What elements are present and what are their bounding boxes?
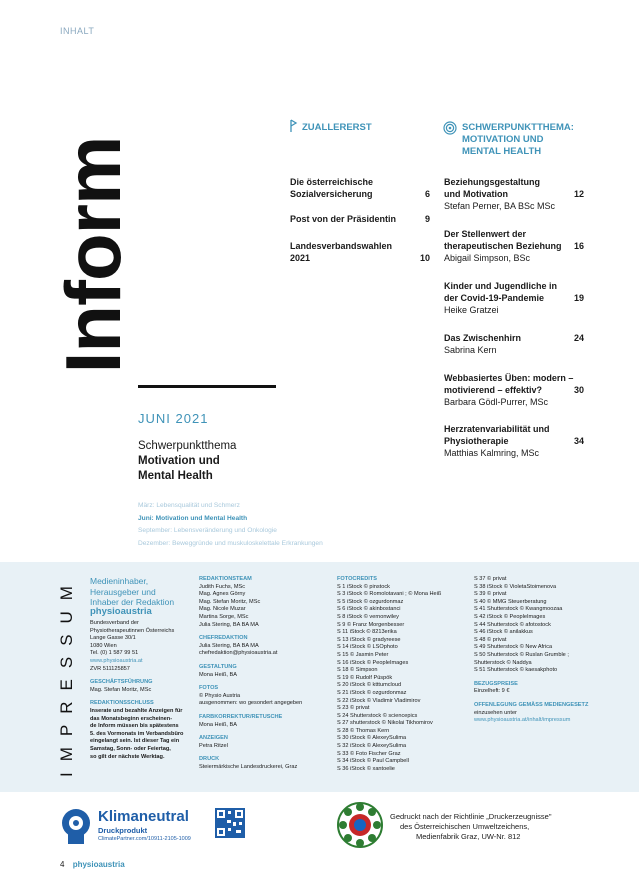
toc-item-author: Matthias Kalmring, MSc xyxy=(444,448,540,458)
print-name: Steiermärkische Landesdruckerei, Graz xyxy=(199,763,298,770)
credit-line: S 37 © privat xyxy=(474,576,507,582)
toc-item[interactable] xyxy=(444,332,584,356)
toc-item[interactable] xyxy=(290,240,430,264)
toc-page-number: 10 xyxy=(419,253,430,263)
credit-line: S 33 © Foto Fischer Graz xyxy=(337,750,401,757)
toc-item-title-line: therapeutischen Beziehung xyxy=(444,241,562,251)
credit-line: S 3 iStock © Romolotavani ; © Mona Heiß xyxy=(337,591,442,598)
credit-line: S 9 © Franz Morgenbesser xyxy=(337,621,405,628)
proof-name: Mona Heiß, BA xyxy=(199,721,237,728)
toc-item-title-line: Kinder und Jugendliche in xyxy=(444,281,558,291)
chief-email[interactable]: chefredaktion@physioaustria.at xyxy=(199,650,278,657)
toc-item-title-line: 2021 xyxy=(290,253,311,263)
credit-line: S 19 © Rudolf Püspök xyxy=(337,674,393,681)
focus-title-line2: Mental Health xyxy=(138,470,213,482)
credit-line: S 18 © Simpson xyxy=(337,667,378,674)
credit-line: S 8 iStock © vernonwiley xyxy=(337,613,399,620)
credit-line: S 11 iStock © 8213erika xyxy=(337,629,397,636)
credit-line: S 42 iStock © PeopleImages xyxy=(474,613,546,620)
publisher-line: Inhaber der Redaktion xyxy=(90,597,175,607)
toc-item-author: Heike Gratzei xyxy=(444,305,499,315)
flag-icon xyxy=(290,119,298,133)
credit-line: S 14 iStock © LSOphoto xyxy=(337,644,398,651)
deadline-heading: REDAKTIONSSCHLUSS xyxy=(90,700,154,707)
address-line: ZVR 511125857 xyxy=(90,665,130,672)
photo-heading: FOTOS xyxy=(199,685,219,692)
deadline-line: eingelangt sein. Ist dieser Tag ein xyxy=(90,738,180,745)
publisher-line: Medieninhaber, xyxy=(90,576,149,586)
deadline-line: so gilt der nächste Werktag. xyxy=(90,753,165,760)
impressum-team-col xyxy=(199,576,329,771)
eco-line: Gedruckt nach der Richtlinie „Druckerzeugnisse" xyxy=(390,812,552,821)
credit-line: S 32 iStock © AlexeySulima xyxy=(337,743,407,750)
credit-line: S 23 © privat xyxy=(337,705,370,712)
toc-item-author: Abigail Simpson, BSc xyxy=(444,253,531,263)
address-line: Tel. (0) 1 587 99 51 xyxy=(90,650,139,657)
toc-page-number: 12 xyxy=(573,189,584,199)
disclosure-heading: OFFENLEGUNG GEMÄSS MEDIENGESETZ xyxy=(474,701,589,708)
address-line: Physiotherapeutinnen Österreichs xyxy=(90,627,175,634)
yearly-themes xyxy=(138,500,323,550)
credit-line: S 28 © Thomas Kern xyxy=(337,727,390,734)
page-number: 4 xyxy=(60,860,65,869)
toc-right-heading-line: MOTIVATION UND xyxy=(462,134,544,145)
address-line: Lange Gasse 30/1 xyxy=(90,635,136,642)
toc-item[interactable] xyxy=(290,213,430,225)
issue-date: JUNI 2021 xyxy=(138,411,209,426)
theme-march: März: Lebensqualität und Schmerz xyxy=(138,502,240,509)
masthead-title-wrap xyxy=(38,120,148,390)
toc-item-author: Barbara Gödl-Purrer, MSc xyxy=(444,397,549,407)
deadline-line: 5. des Vormonats im Verbandsbüro xyxy=(90,730,184,737)
credit-line: S 39 © privat xyxy=(474,591,507,598)
proof-heading: FARBKORREKTUR/RETUSCHE xyxy=(199,713,283,720)
credit-line: S 16 iStock © PeopleImages xyxy=(337,659,409,666)
eco-label-text xyxy=(390,812,551,842)
photo-line: ausgenommen: wo gesondert angegeben xyxy=(199,700,303,707)
gf-heading: GESCHÄFTSFÜHRUNG xyxy=(90,679,153,686)
toc-item-title-line: Post von der Präsidentin xyxy=(290,214,397,224)
credit-line: S 30 iStock © AlexeySulima xyxy=(337,735,407,742)
spiral-icon xyxy=(443,121,457,135)
eco-label-icon xyxy=(336,800,384,850)
price-heading: BEZUGSPREISE xyxy=(474,680,518,687)
deadline-line: de Inform müssen bis spätestens xyxy=(90,723,179,730)
toc-page-number: 34 xyxy=(573,436,584,446)
team-heading: REDAKTIONSTEAM xyxy=(199,576,252,582)
impressum-credits-col xyxy=(337,576,469,773)
toc-item-title-line: Der Stellenwert der xyxy=(444,229,527,239)
photo-line: © Physio Austria xyxy=(199,692,241,699)
toc-item-title-line: motivierend – effektiv? xyxy=(444,385,543,395)
toc-left-heading-text: ZUALLERERST xyxy=(302,122,372,133)
page-brand: physioaustria xyxy=(72,860,125,869)
credit-line: S 48 © privat xyxy=(474,636,507,643)
toc-right-heading-line: SCHWERPUNKTTHEMA: xyxy=(462,122,574,133)
credits-heading: FOTOCREDITS xyxy=(337,576,377,582)
toc-item-title-line: Sozialversicherung xyxy=(290,189,373,199)
theme-december: Dezember: Beweggründe und muskuloskelettale Erkrankungen xyxy=(138,539,323,547)
credit-line: S 24 Shutterstock © sciencepics xyxy=(337,712,418,719)
toc-page-number: 24 xyxy=(573,333,584,343)
address-line: Bundesverband der xyxy=(90,620,139,627)
toc-page-number: 19 xyxy=(573,293,584,303)
masthead-rule xyxy=(138,385,276,388)
credit-line: S 51 Shutterstock © kaesakphoto xyxy=(474,667,558,674)
toc-item-author: Sabrina Kern xyxy=(444,345,497,355)
disclosure-link[interactable]: www.physioaustria.at/inhalt/impressum xyxy=(474,717,571,724)
team-member: Judith Fuchs, MSc xyxy=(199,583,246,590)
toc-item-title-line: Die österreichische xyxy=(290,177,374,187)
toc-item-title-line: Physiotherapie xyxy=(444,436,509,446)
toc-page-number: 16 xyxy=(573,241,584,251)
eco-line: Medienfabrik Graz, UW-Nr. 812 xyxy=(416,832,521,841)
credit-line: S 6 iStock © akinbostanci xyxy=(337,606,401,613)
credit-line: Shutterstock © Naddya xyxy=(474,659,532,666)
climate-id: ClimatePartner.com/10911-2105-1009 xyxy=(98,836,191,842)
toc-item-title-line: der Covid-19-Pandemie xyxy=(444,293,545,303)
gf-name: Mag. Stefan Moritz, MSc xyxy=(90,686,152,693)
toc-item[interactable] xyxy=(444,280,584,316)
climate-brand: Klimaneutral xyxy=(98,808,189,825)
credit-line: S 15 © Jasmin Peter xyxy=(337,651,389,658)
toc-item-title-line: Beziehungsgestaltung xyxy=(444,177,541,187)
credit-line: S 49 Shutterstock © New Africa xyxy=(474,644,553,651)
team-member: Mag. Stefan Moritz, MSc xyxy=(199,598,261,605)
qr-code-icon xyxy=(215,808,245,838)
deadline-line: Inserate und bezahlte Anzeigen für xyxy=(90,708,183,715)
price-value: Einzelheft: 9 € xyxy=(474,688,510,695)
ads-name: Petra Ritzel xyxy=(199,742,228,749)
ads-heading: ANZEIGEN xyxy=(199,735,228,742)
credit-line: S 40 © MMG Steuerberatung xyxy=(474,598,547,605)
toc-item-title-line: und Motivation xyxy=(444,189,508,199)
toc-item-title-line: Webbasiertes Üben: modern – xyxy=(444,373,574,383)
chief-heading: CHEFREDAKTION xyxy=(199,635,248,642)
masthead-title: Inform xyxy=(49,136,137,374)
credit-line: S 20 iStock © ktttumcloud xyxy=(337,682,402,689)
credit-line: S 22 iStock © Vladimir Vladimirov xyxy=(337,697,421,704)
toc-item[interactable] xyxy=(444,228,584,264)
toc-right-heading-line: MENTAL HEALTH xyxy=(462,146,542,157)
credit-line: S 1 iStock © pinstock xyxy=(337,583,390,590)
credit-line: S 50 Shutterstock © Ruslan Grumble ; xyxy=(474,651,569,658)
toc-item-title-line: Landesverbandswahlen xyxy=(290,241,393,251)
credit-line: S 21 iStock © ozgurdonmaz xyxy=(337,689,407,696)
toc-page-number: 30 xyxy=(573,385,584,395)
eco-line: des Österreichischen Umweltzeichens, xyxy=(400,822,530,831)
design-heading: GESTALTUNG xyxy=(199,663,237,670)
credit-line: S 36 iStock © xantoelie xyxy=(337,765,395,772)
publisher-brand: physioaustria xyxy=(90,605,152,617)
team-member: Martina Sorge, MSc xyxy=(199,613,249,620)
toc-item-author: Stefan Perner, BA BSc MSc xyxy=(444,201,556,211)
toc-page-number: 6 xyxy=(424,189,430,199)
credit-line: S 41 Shutterstock © Kwangmoozaa xyxy=(474,606,563,613)
design-name: Mona Heiß, BA xyxy=(199,671,237,678)
credit-line: S 38 iStock © VioletaStoimenova xyxy=(474,583,557,590)
address-line: 1080 Wien xyxy=(90,642,117,649)
page-footer xyxy=(60,860,125,869)
section-label: INHALT xyxy=(60,26,95,36)
credit-line: S 13 iStock © gradyreese xyxy=(337,636,401,643)
impressum-publisher-col xyxy=(90,576,190,761)
toc-item-title-line: Das Zwischenhirn xyxy=(444,333,522,343)
impressum-credits2-col xyxy=(474,576,624,725)
team-member: Julia Stering, BA BA MA xyxy=(199,621,259,628)
disclosure-line: einzusehen unter xyxy=(474,709,517,716)
toc-item[interactable] xyxy=(290,176,430,200)
website-link[interactable]: www.physioaustria.at xyxy=(90,658,143,665)
theme-june: Juni: Motivation und Mental Health xyxy=(138,514,248,522)
impressum-vertical-label: IMPRESSUM xyxy=(57,575,76,777)
impressum-section xyxy=(0,562,639,792)
team-member: Mag. Agnes Görny xyxy=(199,591,246,598)
publisher-line: Herausgeber und xyxy=(90,586,156,597)
team-member: Mag. Nicole Muzar xyxy=(199,606,246,613)
toc-item[interactable] xyxy=(444,372,584,408)
toc-item[interactable] xyxy=(444,176,584,212)
toc-item-title-line: Herzratenvariabilität und xyxy=(444,424,550,434)
credit-line: S 46 iStock © anilakkus xyxy=(474,629,533,636)
credit-line: S 44 Shutterstock © afotostock xyxy=(474,621,551,628)
toc-item[interactable] xyxy=(444,423,584,459)
print-heading: DRUCK xyxy=(199,756,220,763)
focus-title-line1: Motivation und xyxy=(138,455,220,467)
credit-line: S 5 iStock © ozgurdonmaz xyxy=(337,598,404,605)
toc-page-number: 9 xyxy=(424,214,430,224)
credit-line: S 27 shutterstock © Nikolai Tikhomirov xyxy=(337,720,433,727)
focus-intro: Schwerpunktthema xyxy=(138,440,237,452)
deadline-line: das Monatsbeginn erscheinen- xyxy=(90,715,173,722)
climate-sub: Druckprodukt xyxy=(98,826,148,835)
deadline-line: Samstag, Sonn- oder Feiertag, xyxy=(90,746,171,752)
climate-mark-icon xyxy=(60,807,96,847)
theme-september: September: Lebensveränderung und Onkologie xyxy=(138,527,277,534)
credit-line: S 34 iStock © Paul Campbell xyxy=(337,758,409,765)
chief-name: Julia Stering, BA BA MA xyxy=(199,642,259,649)
